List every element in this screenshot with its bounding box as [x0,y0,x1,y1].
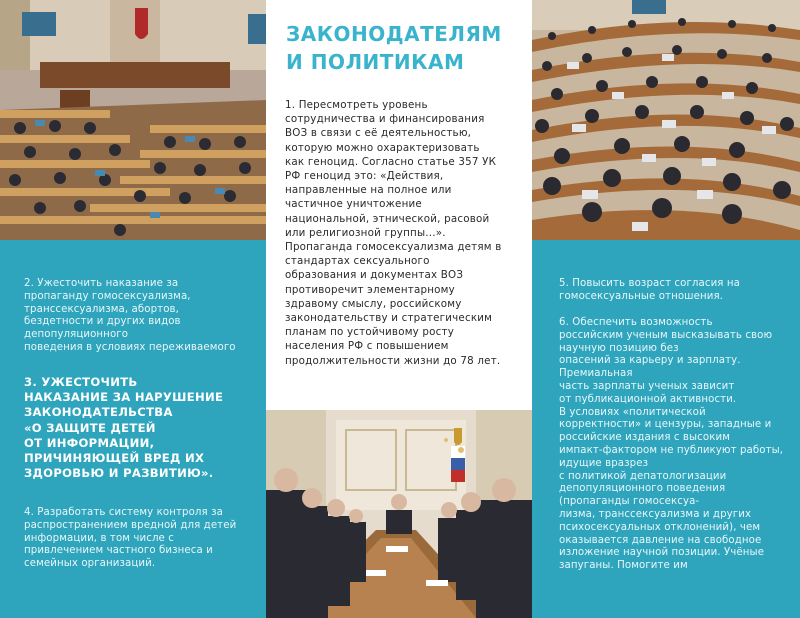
item-6-text: 6. Обеспечить возможность российским ученым высказывать свою научную позицию без опасений за карьеру и зарплату. Премиальная часть зарплаты ученых зависит от публикационной активности. В условиях «политической корректности» и цензуры, западные и российские издания с высоким импакт-фактором не публикуют работы, идущие вразрез с политикой депатологизации депопуляционного поведения (пропаганды гомосексуа- лизма, транссексуализма и других психосексуальных отклонений), чем оказывается давление на свободное изложение научной позиции. Учёные запуганы. Помогите им [559,317,784,572]
section-heading: ЗАКОНОДАТЕЛЯМ И ПОЛИТИКАМ [286,22,502,74]
duma-hall-photo [0,0,266,240]
item-4-text: 4. Разработать систему контроля за распространением вредной для детей информации, в том числе с привлечением частного бизнеса и семейных организаций. [24,507,237,570]
item-5-text: 5. Повысить возраст согласия на гомосексуальные отношения. [559,278,740,302]
item-2-text: 2. Ужесточить наказание за пропаганду гомосексуализма, транссексуализма, абортов, бездетности и других видов депопуляционного поведения в условиях переживаемого [24,278,236,353]
item-1-text: 1. Пересмотреть уровень сотрудничества и финансирования ВОЗ в связи с её деятельностью, которую можно охарактеризовать как геноцид. Согласно статье 357 УК РФ геноцид это: «Действия, направленные на полное или частичное уничтожение национальной, этнической, расовой или религиозной группы...». Пропаганда гомосексуализма детям в стандартах сексуального образования и документах ВОЗ противоречит элементарному здравому смыслу, российскому законодательству и стратегическим планам по устойчивому росту населения РФ с повышением продолжительности жизни до 78 лет. [285,99,502,367]
item-3-heading: 3. УЖЕСТОЧИТЬ НАКАЗАНИЕ ЗА НАРУШЕНИЕ ЗАКОНОДАТЕЛЬСТВА «О ЗАЩИТЕ ДЕТЕЙ ОТ ИНФОРМАЦИИ, ПРИЧИНЯЮЩЕЙ ВРЕД ИХ ЗДОРОВЬЮ И РАЗВИТИЮ». [24,375,224,481]
meeting-photo [266,410,532,618]
council-hall-photo [532,0,800,240]
